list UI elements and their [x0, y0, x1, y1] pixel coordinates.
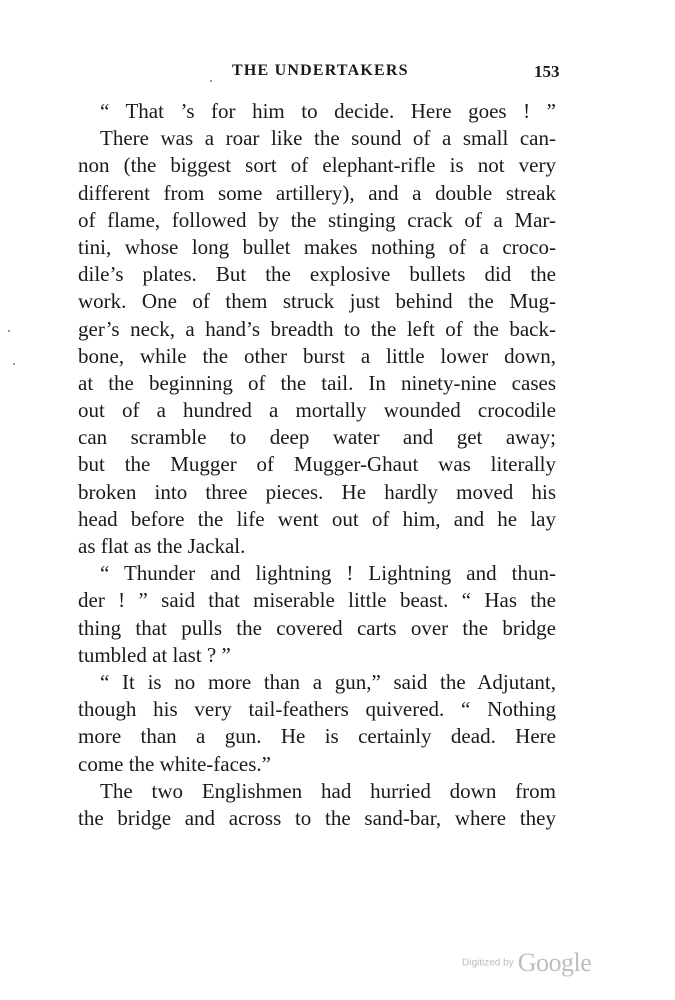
text-line: broken into three pieces. He hardly moved his	[78, 479, 556, 504]
text-line: der ! ” said that miserable little beast. “ Has the	[78, 588, 556, 613]
text-line: There was a roar like the sound of a small can-	[100, 126, 556, 151]
text-line: “ That ’s for him to decide. Here goes ! ”	[100, 99, 556, 123]
running-title: THE UNDERTAKERS	[232, 62, 409, 79]
text-line: The two Englishmen had hurried down from	[100, 778, 556, 803]
text-line: work. One of them struck just behind the Mug-	[78, 289, 556, 314]
text-line: bone, while the other burst a little lower down,	[78, 343, 556, 368]
text-line: the bridge and across to the sand-bar, where they	[78, 805, 556, 830]
text-line: different from some artillery), and a double streak	[78, 180, 556, 205]
text-line: at the beginning of the tail. In ninety-nine cases	[78, 370, 556, 395]
text-line: of flame, followed by the stinging crack of a Mar-	[78, 207, 556, 232]
text-line: thing that pulls the covered carts over the bridge	[78, 615, 556, 640]
text-line: come the white-faces.”	[78, 751, 271, 776]
text-line: dile’s plates. But the explosive bullets did the	[78, 262, 556, 287]
text-line: “ It is no more than a gun,” said the Adjutant,	[100, 669, 556, 694]
text-line: tumbled at last ? ”	[78, 642, 231, 667]
text-line: “ Thunder and lightning ! Lightning and thun-	[100, 561, 556, 586]
scan-speck	[8, 330, 10, 332]
running-head	[0, 62, 675, 88]
page-number: 153	[534, 62, 560, 81]
text-line: ger’s neck, a hand’s breadth to the left of the back-	[78, 316, 556, 341]
text-line: can scramble to deep water and get away;	[78, 425, 556, 450]
text-line: as flat as the Jackal.	[78, 534, 246, 558]
watermark-prefix: Digitized by	[462, 957, 514, 969]
text-line: non (the biggest sort of elephant-rifle is not very	[78, 153, 556, 178]
text-line: though his very tail-feathers quivered. “ Nothing	[78, 697, 556, 722]
body-text	[78, 98, 556, 832]
text-line: out of a hundred a mortally wounded crocodile	[78, 398, 556, 423]
text-line: tini, whose long bullet makes nothing of a croco-	[78, 234, 556, 259]
google-logo: Google	[517, 948, 592, 977]
digitized-watermark	[462, 948, 591, 978]
scan-speck	[13, 363, 15, 365]
text-line: head before the life went out of him, and he lay	[78, 506, 556, 531]
scan-speck	[210, 80, 212, 82]
text-line: but the Mugger of Mugger-Ghaut was literally	[78, 452, 556, 477]
text-line: more than a gun. He is certainly dead. Here	[78, 724, 556, 749]
